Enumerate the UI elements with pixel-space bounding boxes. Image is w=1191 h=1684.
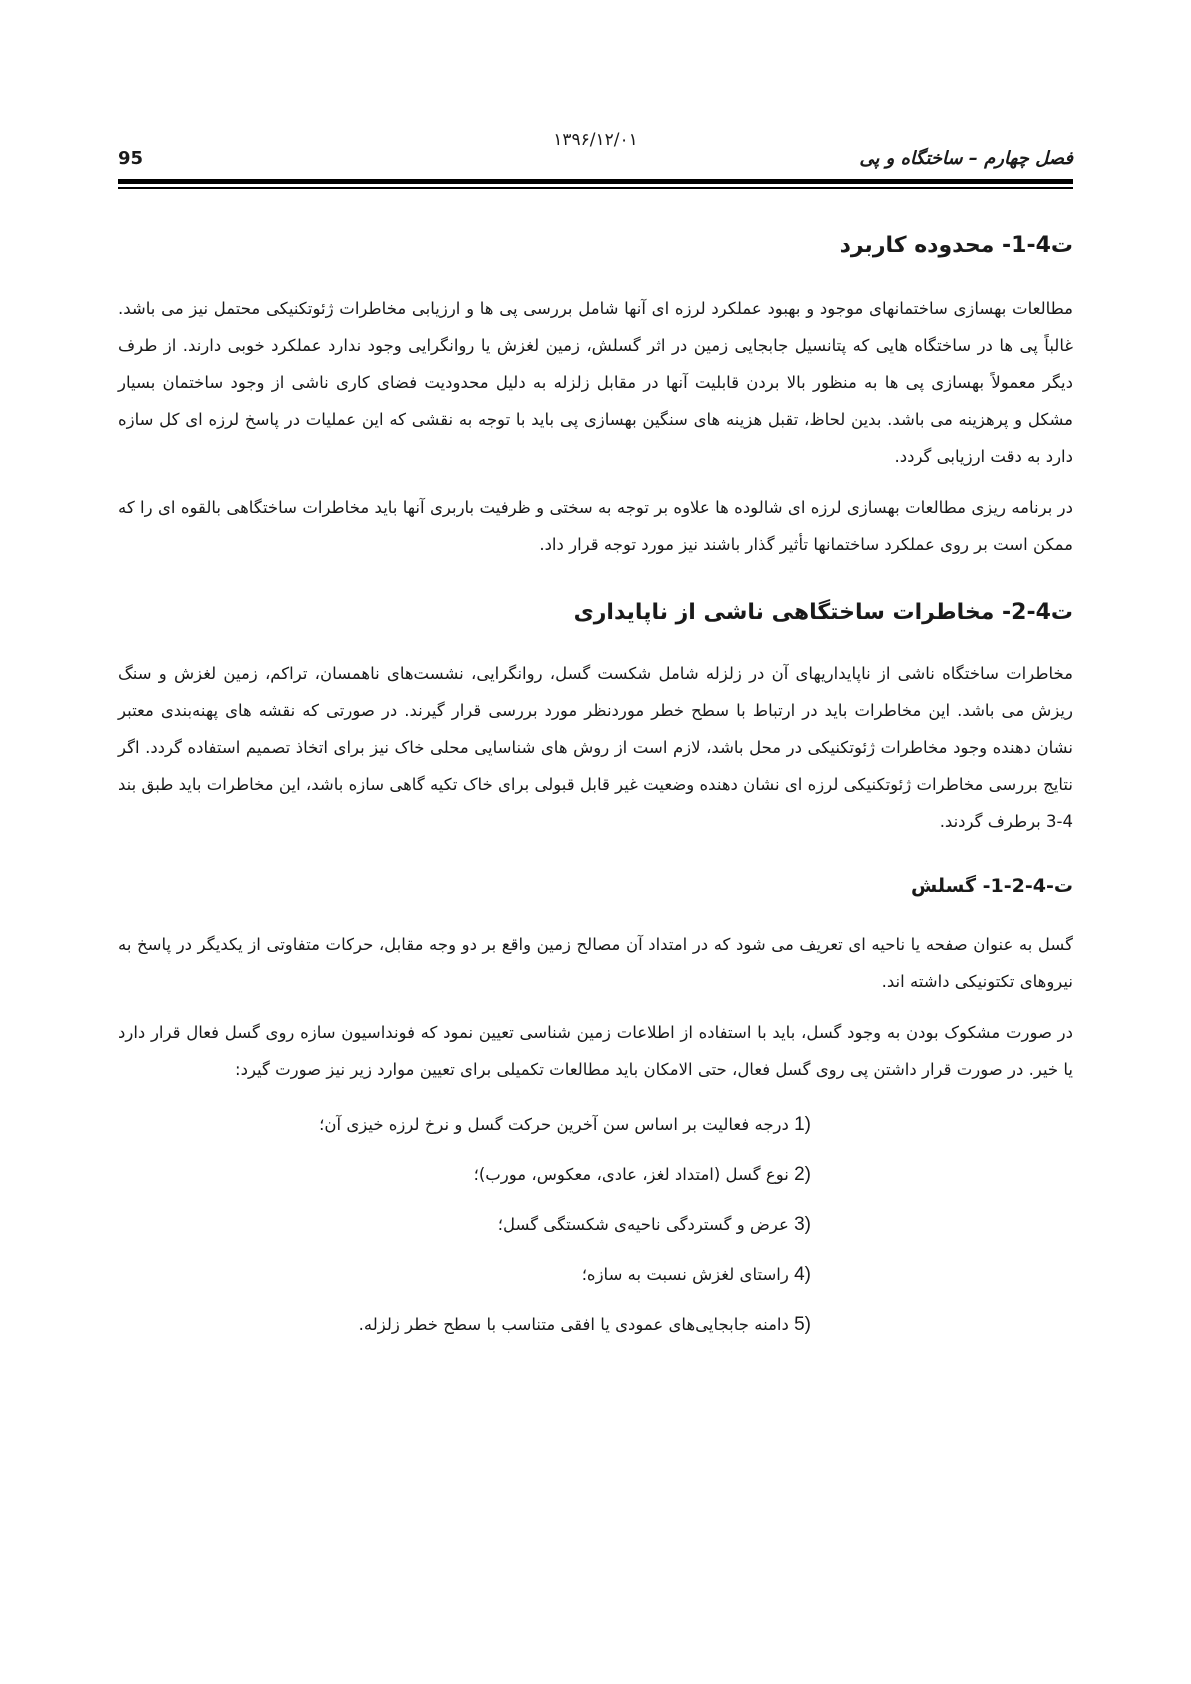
- list-item-number: 4): [794, 1264, 811, 1285]
- subsection-heading: ت-4-2-1- گسلش: [911, 875, 1073, 897]
- list-item-text: عرض و گستردگی ناحیه‌ی شکستگی گسل؛: [497, 1215, 789, 1234]
- list-item-number: 5): [794, 1314, 811, 1335]
- header-rule-thick: [118, 179, 1073, 184]
- paragraph: مطالعات بهسازی ساختمانهای موجود و بهبود عملکرد لرزه ای آنها شامل بررسی پی ها و ارزیابی مخاطرات ژئوتکنیکی محتمل نیز می باشد. غالباً پی ها در ساختگاه هایی که پتانسیل جابجایی زمین در اثر گسلش، زمین لغزش یا روانگرایی وجود ندارد عملکرد خوبی دارند. از طرف دیگر معمولاً بهسازی پی ها به منظور بالا بردن قابلیت آنها در مقابل زلزله به دلیل محدودیت فضای کاری ناشی از وجود ساختمان بسیار مشکل و پرهزینه می باشد. بدین لحاظ، تقبل هزینه های سنگین بهسازی پی باید با توجه به نقشی که این عملیات در پاسخ لرزه ای کل سازه دارد به دقت ارزیابی گردد.: [118, 299, 1073, 466]
- paragraph: گسل به عنوان صفحه یا ناحیه ای تعریف می شود که در امتداد آن مصالح زمین واقع بر دو وجه مقابل، حرکات متفاوتی از یکدیگر در پاسخ به نیروهای تکتونیکی داشته اند.: [118, 935, 1073, 991]
- list-item: [118, 1150, 811, 1200]
- list-item-text: راستای لغزش نسبت به سازه؛: [581, 1265, 789, 1284]
- list-item-text: درجه فعالیت بر اساس سن آخرین حرکت گسل و نرخ لرزه خیزی آن؛: [319, 1115, 789, 1134]
- criteria-list: [118, 1100, 1073, 1350]
- list-item: [118, 1100, 811, 1150]
- header-date: ۱۳۹۶/۱۲/۰۱: [553, 130, 638, 150]
- list-item-number: 1): [794, 1114, 811, 1135]
- paragraph: در صورت مشکوک بودن به وجود گسل، باید با استفاده از اطلاعات زمین شناسی تعیین نمود که فونداسیون سازه روی گسل فعال قرار دارد یا خیر. در صورت قرار داشتن پی روی گسل فعال، حتی الامکان باید مطالعات تکمیلی برای تعیین موارد زیر نیز صورت گیرد:: [118, 1023, 1073, 1079]
- page-number: 95: [118, 148, 144, 169]
- page-content: [118, 212, 1073, 1350]
- list-item: [118, 1200, 811, 1250]
- page-header: [118, 120, 1073, 180]
- list-item-text: نوع گسل (امتداد لغز، عادی، معکوس، مورب)؛: [473, 1165, 789, 1184]
- list-item-text: دامنه جابجایی‌های عمودی یا افقی متناسب با سطح خطر زلزله.: [358, 1315, 789, 1334]
- section-heading: ت4-1- محدوده کاربرد: [839, 233, 1073, 258]
- list-item-number: 2): [794, 1164, 811, 1185]
- list-item-number: 3): [794, 1214, 811, 1235]
- chapter-title: فصل چهارم – ساختگاه و پی: [859, 148, 1073, 169]
- list-item: [118, 1300, 811, 1350]
- paragraph: مخاطرات ساختگاه ناشی از ناپایداریهای آن در زلزله شامل شکست گسل، روانگرایی، نشست‌های ناهمسان، تراکم، زمین لغزش و سنگ ریزش می باشد. این مخاطرات باید در ارتباط با سطح خطر موردنظر مورد بررسی قرار گیرند. در صورتی که نقشه های پهنه‌بندی معتبر نشان دهنده وجود مخاطرات ژئوتکنیکی در محل باشد، لازم است از روش های شناسایی محلی خاک نیز برای اتخاذ تصمیم استفاده گردد. اگر نتایج بررسی مخاطرات ژئوتکنیکی لرزه ای نشان دهنده وضعیت غیر قابل قبولی برای خاک تکیه گاهی سازه باشد، این مخاطرات باید طبق بند 4-3 برطرف گردند.: [118, 664, 1073, 831]
- list-item: [118, 1250, 811, 1300]
- section-heading: ت4-2- مخاطرات ساختگاهی ناشی از ناپایداری: [573, 600, 1073, 625]
- header-rule-thin: [118, 187, 1073, 189]
- paragraph: در برنامه ریزی مطالعات بهسازی لرزه ای شالوده ها علاوه بر توجه به سختی و ظرفیت باربری آنها باید مخاطرات ساختگاهی بالقوه ای را که ممکن است بر روی عملکرد ساختمانها تأثیر گذار باشند نیز مورد توجه قرار داد.: [118, 498, 1073, 554]
